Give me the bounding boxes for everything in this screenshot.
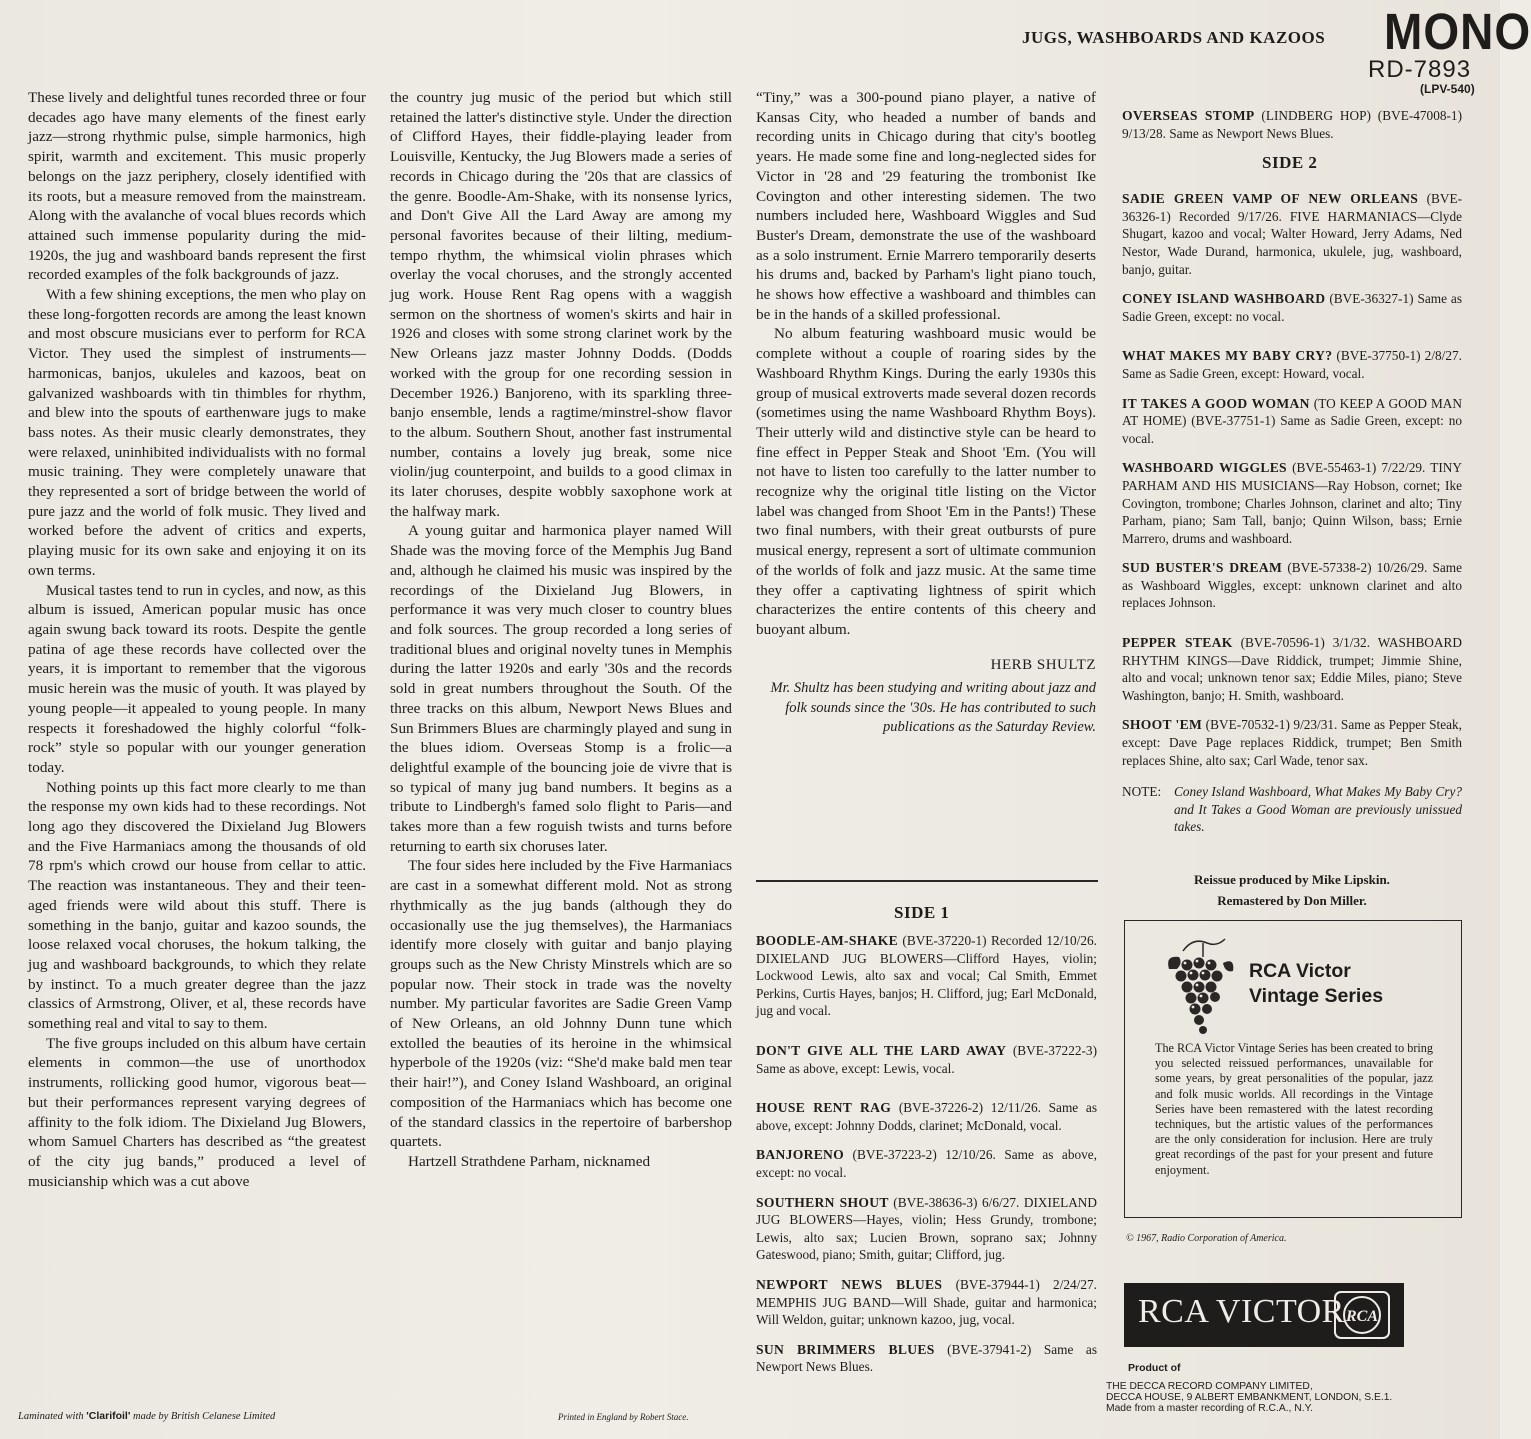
track-title: WASHBOARD WIGGLES bbox=[1122, 460, 1287, 476]
track-entry bbox=[756, 932, 1097, 1020]
track-title: SOUTHERN SHOUT bbox=[756, 1194, 889, 1210]
essay-paragraph: the country jug music of the period but which still retained the latter's distinctive style. Under the direction of Clifford Hayes, their fiddle-playing leader from Louisville, Kentucky, the Jug Blowers made a series of records in Chicago during the '20s that are classics of the genre. Boodle-Am-Shake, with its nonsense lyrics, and Don't Give All the Lard Away are among my personal favorites because of their lilting, medium-tempo rhythm, the whimsical violin phrases which overlay the vocal choruses, and the strongly accented jug work. House Rent Rag opens with a waggish sermon on the shortness of women's skirts and hair in 1926 and closes with some strong clarinet work by the New Orleans jazz master Johnny Dodds. (Dodds worked with the group for one recording session in December 1926.) Banjoreno, with its sparkling three-banjo ensemble, lends a ragtime/minstrel-show flavor to the album. Southern Shout, another fast instrumental number, contains a lovely jug break, some nice violin/jug counterpoint, and builds to a good climax in its later choruses, despite wobbly saxophone work at the halfway mark. bbox=[390, 89, 732, 520]
note-text: Coney Island Washboard, What Makes My Baby Cry? and It Takes a Good Woman are previously unissued takes. bbox=[1174, 784, 1462, 835]
address-line: DECCA HOUSE, 9 ALBERT EMBANKMENT, LONDON, S.E.1. bbox=[1106, 1392, 1393, 1403]
track-entry bbox=[1122, 716, 1462, 769]
track-entry bbox=[1122, 347, 1462, 382]
essay-column-2 bbox=[390, 88, 732, 1172]
side-1-tracklist bbox=[756, 932, 1097, 1388]
track-title: BANJORENO bbox=[756, 1147, 845, 1163]
essay-paragraph: No album featuring washboard music would be complete without a couple of roaring sides by the Washboard Rhythm Kings. During the early 1930s this group of musical extroverts made several dozen records (sometimes using the name Washboard Rhythm Boys). Their utterly wild and distinctive style can be heard to fine effect in Pepper Steak and Shoot 'Em. (You will not have to listen too carefully to the latter number to recognize why the original title listing on the Victor label was changed from Shoot 'Em in the Pants!) These two final numbers, with their great outbursts of pure musical energy, represent a sort of ultimate communion of the worlds of folk and jazz music. At the same time they offer a captivating lightness of spirit which characterizes the entire contents of this cheery and buoyant album. bbox=[756, 325, 1096, 638]
track-title: WHAT MAKES MY BABY CRY? bbox=[1122, 348, 1333, 364]
essay-paragraph: A young guitar and harmonica player named Will Shade was the moving force of the Memphis Jug Band and, although he claimed his music was inspired by the recordings of the Dixieland Jug Blowers, in performance it was very much closer to country blues and folk sources. The group recorded a long series of traditional blues and original novelty tunes in Memphis during the latter 1920s and early '30s and the records sold in great numbers throughout the South. Of the three tracks on this album, Newport News Blues and Sun Brimmers Blues are charmingly played and sung in the blues idiom. Overseas Stomp is a frolic—a delightful example of the bouncing joie de vivre that is so typical of many jug band numbers. It begins as a tribute to Lindbergh's famed solo flight to Paris—and takes more than a few roguish twists and turns before returning to earth six choruses later. bbox=[390, 522, 732, 855]
track-details: (BVE-38636-3) 6/6/27. DIXIELAND JUG BLOWERS—Hayes, violin; Hess Grundy, trombone; Lewis, alto sax; Lucien Brown, soprano sax; Johnny Gateswood, piano; Smith, guitar; Clifford, jug. bbox=[756, 1194, 1098, 1263]
track-entry bbox=[756, 1194, 1097, 1264]
track-entry bbox=[1122, 107, 1462, 142]
track-details: (BVE-37223-2) 12/10/26. Same as above, except: no vocal. bbox=[756, 1147, 1097, 1180]
track-entry bbox=[756, 1341, 1097, 1376]
essay-column-1 bbox=[28, 88, 366, 1191]
essay-column-3 bbox=[756, 88, 1096, 738]
essay-paragraph: Nothing points up this fact more clearly to me than the response my own kids had to these recordings. Not long ago they discovered the Dixieland Jug Blowers and the Five Harmaniacs among the thousands of old 78 rpm's which crowd our house from cellar to attic. The reaction was instantaneous. They and their teen-aged friends were wild about this stuff. There is something in the banjo, guitar and kazoo sounds, the loose relaxed vocal choruses, the hokum talking, the jug and washboard backgrounds, to which they relate by instinct. To a much greater degree than the jazz classics of Armstrong, Oliver, et al, these records have something real and vital to say to them. bbox=[28, 778, 366, 1033]
track-details: (BVE-70532-1) 9/23/31. Same as Pepper Steak, except: Dave Page replaces Riddick, trumpet; Ben Smith replaces Shine, alto sax; Carl Wade, tenor sax. bbox=[1122, 717, 1463, 768]
rca-victor-logo bbox=[1124, 1283, 1404, 1347]
track-title: OVERSEAS STOMP bbox=[1122, 108, 1255, 123]
author-bio: Mr. Shultz has been studying and writing about jazz and folk sounds since the '30s. He has contributed to such publications as the Saturday Review. bbox=[770, 680, 1096, 736]
track-details: (BVE-55463-1) 7/22/29. TINY PARHAM AND HIS MUSICIANS—Ray Hobson, cornet; Ike Covington, trombone; Charles Johnson, clarinet and alto; Tiny Parham, piano; Sam Tall, banjo; Quinn Wilson, bass; Ernie Marrero, drums and washboard. bbox=[1122, 460, 1462, 546]
logo-wordmark: RCA VICTOR bbox=[1138, 1293, 1345, 1330]
track-entry bbox=[756, 1042, 1097, 1077]
track-details: (BVE-36326-1) Recorded 9/17/26. FIVE HARMANIACS—Clyde Shugart, kazoo and vocal; Walter Howard, Jerry Adams, Ned Nestor, Wade Durand, harmonica, ukulele, jug, washboard, banjo, guitar. bbox=[1122, 191, 1463, 277]
track-entry bbox=[1122, 559, 1462, 612]
track-details: (BVE-37220-1) Recorded 12/10/26. DIXIELAND JUG BLOWERS—Clifford Hayes, violin; Lockwood Lewis, alto sax and vocal; Cal Smith, Emmet Perkins, Curtis Hayes, banjos; H. Clifford, jug; Earl McDonald, jug and vocal. bbox=[756, 933, 1097, 1019]
essay-paragraph: The four sides here included by the Five Harmaniacs are cast in a somewhat different mold. Not as strong rhythmically as the jug bands (although they do occasionally use the jug themselves), the Harmaniacs identify more closely with guitar and banjo playing groups such as the New Christy Minstrels which are so popular now. Their stock in trade was the novelty number. My particular favorites are Sadie Green Vamp of New Orleans, an old Johnny Dunn tune which extolled the beauties of its heroine in the whimsical hyperbole of the 1920s (viz: “She'd make bald men tear their hair!”), and Coney Island Washboard, an original composition of the Harmaniacs which has become one of the standard classics in the repertoire of barbershop quartets. bbox=[390, 857, 732, 1151]
vintage-series-box bbox=[1124, 920, 1462, 1218]
essay-paragraph: These lively and delightful tunes recorded three or four decades ago have many elements of the finest early jazz—strong rhythmic pulse, simple harmonics, high spirit, warmth and excitement. This music properly belongs on the jazz periphery, closely identified with its roots, but a measure removed from the mainstream. Along with the avalanche of vocal blues records which attained such immense popularity during the mid-1920s, the jug and washboard bands represent the first recorded examples of the folk backgrounds of jazz. bbox=[28, 89, 366, 284]
essay-paragraph: Musical tastes tend to run in cycles, and now, as this album is issued, American popular music has once again swung back toward its roots. Despite the gentle patina of age these records have collected over the years, it is important to remember that the vigorous music herein was the music of youth. It was played by young people—it appealed to young people. In many respects it foreshadowed the highly colorful “folk-rock” style so popular with our younger generation today. bbox=[28, 581, 366, 776]
vintage-title-line-1: RCA Victor bbox=[1249, 960, 1351, 982]
track-title: BOODLE-AM-SHAKE bbox=[756, 933, 898, 948]
manufacturer-address bbox=[1106, 1381, 1486, 1414]
catalog-number: RD-7893 bbox=[1368, 56, 1472, 83]
track-details: (LINDBERG HOP) (BVE-47008-1) 9/13/28. Same as Newport News Blues. bbox=[1122, 108, 1462, 141]
track-entry bbox=[756, 1146, 1097, 1181]
author-signature: HERB SHULTZ bbox=[990, 656, 1096, 673]
printer-notice: Printed in England by Robert Stace. bbox=[558, 1412, 689, 1422]
track-details: (BVE-37941-2) Same as Newport News Blues. bbox=[756, 1341, 1098, 1375]
track-details: (BVE-37222-3) Same as above, except: Lewis, vocal. bbox=[756, 1042, 1098, 1076]
track-title: SUN BRIMMERS BLUES bbox=[756, 1341, 935, 1357]
track-entry bbox=[756, 1276, 1097, 1329]
copyright-notice: © 1967, Radio Corporation of America. bbox=[1126, 1233, 1287, 1244]
essay-paragraph: The five groups included on this album have certain elements in common—the use of unorthodox instruments, rollicking good humor, vigorous beat—but their performances represent varying degrees of affinity to the folk idiom. The Dixieland Jug Blowers, whom Samuel Charters has described as “the greatest of the city jug bands,” produced a level of musicianship which was a cut above bbox=[28, 1034, 366, 1190]
mono-label: MONO bbox=[1384, 2, 1531, 61]
lamination-notice bbox=[18, 1410, 275, 1422]
track-details: (BVE-37750-1) 2/8/27. Same as Sadie Green, except: Howard, vocal. bbox=[1122, 348, 1462, 381]
rca-emblem-icon bbox=[1334, 1291, 1390, 1339]
track-details: (TO KEEP A GOOD MAN AT HOME) (BVE-37751-1) Same as Sadie Green, except: no vocal. bbox=[1122, 395, 1462, 446]
vintage-series-title bbox=[1249, 959, 1383, 1009]
note-label: NOTE: bbox=[1122, 784, 1162, 800]
track-entry bbox=[756, 1099, 1097, 1134]
track-details: (BVE-37944-1) 2/24/27. MEMPHIS JUG BAND—Will Shade, guitar and harmonica; Will Weldon, guitar; unknown kazoo, jug, vocal. bbox=[756, 1276, 1098, 1328]
section-divider bbox=[756, 880, 1098, 882]
track-entry bbox=[1122, 459, 1462, 547]
lamination-prefix: Laminated with bbox=[18, 1411, 84, 1422]
vintage-series-description: The RCA Victor Vintage Series has been created to bring you selected reissued performances, unavailable for some years, by great personalities of the popular, jazz and folk music worlds. All recordings in the Vintage Series have been remastered with the latest recording techniques, but the artistic values of the performances are the only consideration for inclusion. Here are truly great recordings of the past for your present and future enjoyment. bbox=[1155, 1041, 1433, 1177]
vintage-title-line-2: Vintage Series bbox=[1249, 985, 1384, 1007]
side-1-heading: SIDE 1 bbox=[894, 903, 950, 922]
essay-paragraph: “Tiny,” was a 300-pound piano player, a native of Kansas City, who headed a number of bands and recording units in Chicago during that city's bootleg years. He made some fine and long-neglected sides for Victor in '28 and '29 featuring the trombonist Ike Covington and other interesting sidemen. The two numbers included here, Washboard Wiggles and Sud Buster's Dream, demonstrate the use of the washboard as a solo instrument. Ernie Marrero temporarily deserts his drums and, backed by Parham's light piano touch, he shows how effective a washboard and thimbles can be in the hands of a skilled professional. bbox=[756, 89, 1096, 323]
track-details: (BVE-37226-2) 12/11/26. Same as above, except: Johnny Dodds, clarinet; McDonald, vocal. bbox=[756, 1100, 1097, 1133]
lamination-suffix: made by British Celanese Limited bbox=[132, 1411, 276, 1422]
remaster-credit: Remastered by Don Miller. bbox=[1217, 893, 1367, 908]
track-title: SADIE GREEN VAMP OF NEW ORLEANS bbox=[1122, 191, 1419, 207]
track-entry bbox=[1122, 190, 1462, 278]
track-title: CONEY ISLAND WASHBOARD bbox=[1122, 291, 1326, 307]
track-title: NEWPORT NEWS BLUES bbox=[756, 1276, 943, 1292]
essay-paragraph: Hartzell Strathdene Parham, nicknamed bbox=[408, 1152, 651, 1170]
track-title: SUD BUSTER'S DREAM bbox=[1122, 560, 1283, 576]
catalog-number-alt: (LPV-540) bbox=[1420, 82, 1475, 96]
production-credits bbox=[1122, 869, 1462, 911]
track-title: HOUSE RENT RAG bbox=[756, 1100, 892, 1116]
track-title: DON'T GIVE ALL THE LARD AWAY bbox=[756, 1042, 1007, 1058]
emblem-letters: RCA bbox=[1345, 1308, 1379, 1325]
track-title: PEPPER STEAK bbox=[1122, 635, 1233, 651]
address-line: Made from a master recording of R.C.A., N.Y. bbox=[1106, 1403, 1313, 1414]
grapes-emblem-icon bbox=[1163, 935, 1237, 1043]
side-2-heading: SIDE 2 bbox=[1262, 153, 1318, 172]
album-title: JUGS, WASHBOARDS AND KAZOOS bbox=[1022, 28, 1326, 47]
track-details: (BVE-70596-1) 3/1/32. WASHBOARD RHYTHM KINGS—Dave Riddick, trumpet; Jimmie Shine, alto and vocal; unknown tenor sax; Eddie Miles, piano; Steve Washington, banjo; H. Smith, washboard. bbox=[1122, 635, 1462, 703]
reissue-credit: Reissue produced by Mike Lipskin. bbox=[1194, 872, 1390, 887]
side-2-tracklist bbox=[1122, 107, 1462, 836]
track-title: IT TAKES A GOOD WOMAN bbox=[1122, 395, 1310, 411]
track-entry bbox=[1122, 290, 1462, 325]
product-of-label: Product of bbox=[1128, 1362, 1181, 1374]
track-title: SHOOT 'EM bbox=[1122, 717, 1203, 733]
tracklist-note bbox=[1122, 783, 1462, 836]
track-entry bbox=[1122, 395, 1462, 448]
lamination-brand: 'Clarifoil' bbox=[86, 1410, 131, 1422]
track-details: (BVE-36327-1) Same as Sadie Green, except: no vocal. bbox=[1122, 291, 1462, 324]
track-details: (BVE-57338-2) 10/26/29. Same as Washboard Wiggles, except: unknown clarinet and alto replaces Johnson. bbox=[1122, 560, 1462, 611]
track-entry bbox=[1122, 634, 1462, 704]
essay-paragraph: With a few shining exceptions, the men who play on these long-forgotten records are among the least known and most obscure musicians ever to perform for RCA Victor. They used the simplest of instruments—harmonicas, banjos, ukuleles and kazoos, beat on galvanized washboards with tin thimbles for rhythm, and blew into the spouts of earthenware jugs to make bass notes. As their music clearly demonstrates, they were relaxed, uninhibited individualists with no formal music training. They were completely unaware that they represented a sort of bridge between the world of pure jazz and the world of folk music. They lived and worked before the advent of critics and experts, playing music for its own sake and enjoying it on its own terms. bbox=[28, 286, 366, 579]
address-line: THE DECCA RECORD COMPANY LIMITED, bbox=[1106, 1381, 1313, 1392]
